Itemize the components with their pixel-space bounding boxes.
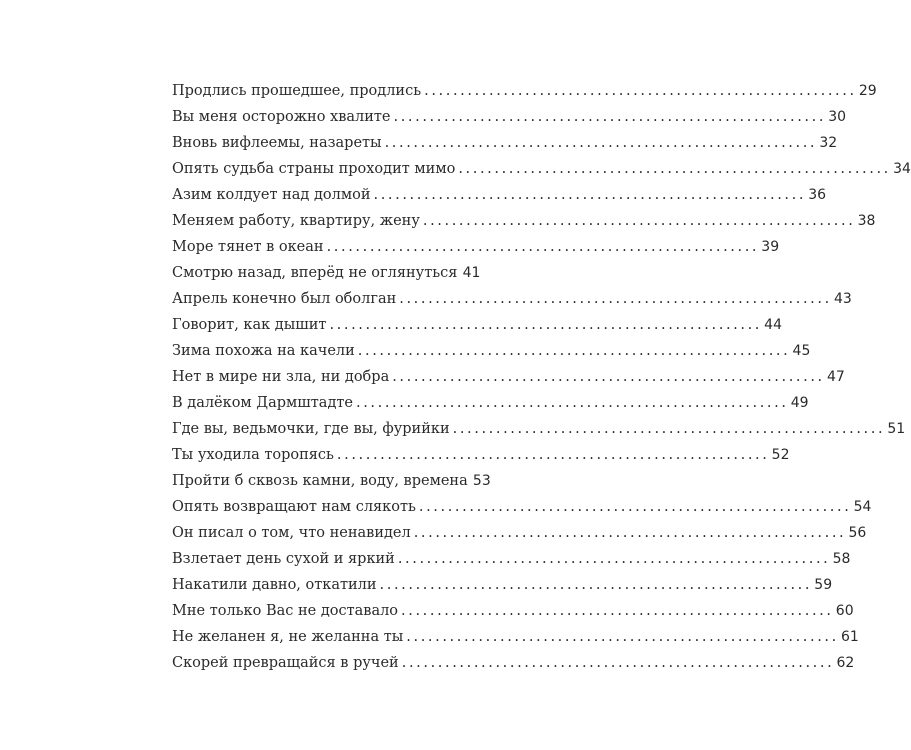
toc-entry-page: 32 [819, 135, 838, 151]
toc-leader-dots: ............................................................ [384, 135, 818, 151]
toc-entry[interactable] [172, 568, 833, 594]
toc-entry[interactable] [172, 74, 877, 100]
toc-entry-title: Смотрю назад, вперёд не оглянуться [172, 265, 458, 281]
toc-entry-page: 61 [841, 629, 859, 645]
toc-entry-title: Продлись прошедшее, продлись [172, 83, 422, 99]
toc-entry-page: 45 [792, 343, 811, 359]
toc-entry[interactable] [172, 360, 845, 386]
toc-leader-dots: ............................................................ [422, 213, 856, 229]
toc-entry-title: Не желанен я, не желанна ты [172, 629, 404, 645]
toc-entry-page: 53 [472, 473, 491, 489]
toc-entry-page: 41 [462, 265, 481, 281]
toc-leader-dots: ............................................................ [452, 421, 886, 437]
toc-entry[interactable] [172, 516, 867, 542]
toc-leader-dots: ............................................................ [357, 343, 791, 359]
toc-entry-title: Меняем работу, квартиру, жену [172, 213, 420, 229]
toc-leader-dots: ............................................................ [401, 655, 835, 671]
toc-entry-title: Ты уходила торопясь [172, 447, 334, 463]
toc-entry[interactable] [172, 256, 479, 282]
toc-leader-dots: ............................................................ [406, 629, 839, 645]
toc-entry-title: Говорит, как дышит [172, 317, 327, 333]
toc-entry[interactable] [172, 620, 859, 646]
toc-entry-title: Море тянет в океан [172, 239, 324, 255]
toc-entry-page: 30 [828, 109, 847, 125]
toc-entry[interactable] [172, 542, 851, 568]
toc-entry-page: 29 [858, 83, 877, 99]
toc-entry-title: Опять возвращают нам слякоть [172, 499, 416, 515]
toc-entry[interactable] [172, 334, 811, 360]
toc-entry-title: Зима похожа на качели [172, 343, 355, 359]
toc-leader-dots: ............................................................ [355, 395, 789, 411]
toc-entry-title: Пройти б сквозь камни, воду, времена [172, 473, 468, 489]
toc-entry-page: 34 [893, 161, 911, 177]
toc-entry-page: 38 [857, 213, 876, 229]
toc-leader-dots: ............................................................ [458, 161, 891, 177]
toc-entry-page: 49 [790, 395, 809, 411]
toc-entry-title: Скорей превращайся в ручей [172, 655, 399, 671]
toc-entry[interactable] [172, 178, 827, 204]
toc-entry[interactable] [172, 594, 854, 620]
toc-entry-page: 60 [835, 603, 854, 619]
toc-leader-dots: ............................................................ [413, 525, 847, 541]
table-of-contents [172, 74, 911, 672]
toc-entry-page: 47 [826, 369, 845, 385]
toc-entry-title: Апрель конечно был оболган [172, 291, 397, 307]
toc-entry[interactable] [172, 490, 872, 516]
toc-leader-dots: ............................................................ [373, 187, 807, 203]
toc-entry-page: 44 [764, 317, 782, 333]
toc-entry-page: 36 [808, 187, 827, 203]
toc-entry-title: Он писал о том, что ненавидел [172, 525, 411, 541]
toc-entry-title: Нет в мире ни зла, ни добра [172, 369, 390, 385]
toc-entry-title: В далёком Дармштадте [172, 395, 353, 411]
toc-leader-dots: ............................................................ [392, 369, 825, 385]
toc-entry-page: 52 [771, 447, 790, 463]
toc-entry-page: 58 [832, 551, 851, 567]
toc-entry-title: Вы меня осторожно хвалите [172, 109, 391, 125]
toc-entry-title: Азим колдует над долмой [172, 187, 371, 203]
toc-entry[interactable] [172, 438, 790, 464]
toc-leader-dots: ............................................................ [326, 239, 760, 255]
toc-entry-page: 56 [848, 525, 867, 541]
toc-entry[interactable] [172, 464, 491, 490]
toc-leader-dots: ............................................................ [401, 603, 834, 619]
toc-leader-dots: ............................................................ [418, 499, 852, 515]
toc-entry-page: 59 [814, 577, 833, 593]
toc-leader-dots: ............................................................ [336, 447, 770, 463]
toc-entry-title: Где вы, ведьмочки, где вы, фурийки [172, 421, 450, 437]
toc-leader-dots: ............................................................ [393, 109, 827, 125]
toc-entry-page: 54 [853, 499, 872, 515]
toc-entry[interactable] [172, 308, 782, 334]
toc-entry-title: Накатили давно, откатили [172, 577, 377, 593]
toc-entry-page: 51 [887, 421, 906, 437]
toc-entry-page: 43 [833, 291, 852, 307]
toc-entry[interactable] [172, 230, 780, 256]
toc-entry-page: 62 [836, 655, 855, 671]
toc-entry-title: Опять судьба страны проходит мимо [172, 161, 456, 177]
toc-entry-title: Взлетает день сухой и яркий [172, 551, 395, 567]
toc-entry[interactable] [172, 100, 847, 126]
toc-entry[interactable] [172, 126, 838, 152]
toc-leader-dots: ............................................................ [329, 317, 762, 333]
toc-entry-title: Мне только Вас не доставало [172, 603, 399, 619]
toc-leader-dots: ............................................................ [379, 577, 813, 593]
toc-leader-dots: ............................................................ [424, 83, 857, 99]
toc-entry-title: Вновь вифлеемы, назареты [172, 135, 382, 151]
toc-entry[interactable] [172, 204, 876, 230]
toc-entry-page: 39 [761, 239, 780, 255]
toc-leader-dots: ............................................................ [397, 551, 831, 567]
toc-entry[interactable] [172, 152, 911, 178]
toc-leader-dots: ............................................................ [399, 291, 832, 307]
toc-entry[interactable] [172, 646, 855, 672]
toc-entry[interactable] [172, 386, 809, 412]
toc-entry[interactable] [172, 282, 852, 308]
toc-entry[interactable] [172, 412, 906, 438]
